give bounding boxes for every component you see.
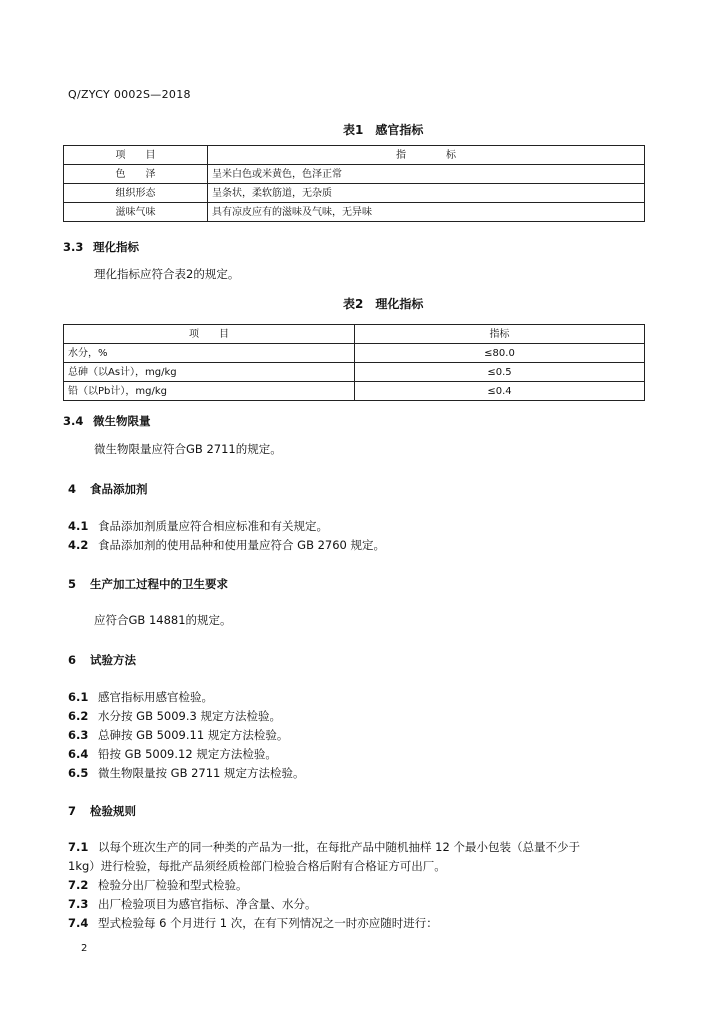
- section-3-3-heading: [63, 239, 139, 255]
- clause-number: 4.2: [68, 538, 89, 552]
- header-cell-requirement: 指标: [355, 325, 645, 344]
- section-title: 生产加工过程中的卫生要求: [90, 577, 228, 591]
- table1-caption: [343, 121, 423, 138]
- section-number: 5: [68, 577, 77, 591]
- table2-caption-number: 表2: [343, 297, 364, 311]
- section-number: 3.4: [63, 414, 84, 428]
- section-3-4-heading: [63, 413, 151, 429]
- section-3-3-text: 理化指标应符合表2的规定。: [94, 267, 240, 281]
- table-row: [64, 382, 645, 401]
- table2-caption: [343, 295, 423, 312]
- clause-text: 型式检验每 6 个月进行 1 次，在有下列情况之一时亦应随时进行：: [98, 916, 438, 930]
- clause-6-5: [68, 765, 305, 781]
- header-cell-requirement: 指 标: [208, 146, 645, 165]
- clause-number: 6.4: [68, 747, 89, 761]
- table-header-row: [64, 325, 645, 344]
- sensory-table: [63, 145, 645, 222]
- clause-text: 水分按 GB 5009.3 规定方法检验。: [98, 709, 282, 723]
- section-title: 试验方法: [90, 653, 136, 667]
- clause-text: 食品添加剂的使用品种和使用量应符合 GB 2760 规定。: [98, 538, 386, 552]
- clause-7-2: [68, 877, 248, 893]
- table2-caption-title: 理化指标: [375, 297, 424, 311]
- table1-caption-title: 感官指标: [375, 123, 424, 137]
- cell-requirement: 呈条状，柔软筋道，无杂质: [208, 184, 645, 203]
- cell-requirement: ≤0.4: [355, 382, 645, 401]
- section-3-4-text: 微生物限量应符合GB 2711的规定。: [94, 442, 282, 456]
- section-title: 食品添加剂: [90, 482, 148, 496]
- clause-7-1: [68, 839, 580, 855]
- clause-number: 7.1: [68, 840, 89, 854]
- cell-requirement: 具有凉皮应有的滋味及气味，无异味: [208, 203, 645, 222]
- clause-6-1: [68, 689, 213, 705]
- clause-text: 食品添加剂质量应符合相应标准和有关规定。: [98, 519, 328, 533]
- section-5-text: 应符合GB 14881的规定。: [94, 613, 232, 627]
- section-title: 微生物限量: [93, 414, 151, 428]
- section-5-heading: [68, 576, 228, 592]
- cell-item: 色 泽: [64, 165, 208, 184]
- section-4-heading: [68, 481, 148, 497]
- clause-4-1: [68, 518, 328, 534]
- clause-number: 7.2: [68, 878, 89, 892]
- cell-requirement: ≤0.5: [355, 363, 645, 382]
- header-cell-item: 项 目: [64, 325, 355, 344]
- cell-item: 铅（以Pb计），mg/kg: [64, 382, 355, 401]
- clause-text: 检验分出厂检验和型式检验。: [98, 878, 248, 892]
- page-number: 2: [81, 943, 88, 954]
- table-row: [64, 184, 645, 203]
- table1-caption-number: 表1: [343, 123, 364, 137]
- section-number: 7: [68, 804, 77, 818]
- clause-7-1-continuation: 1kg）进行检验，每批产品须经质检部门检验合格后附有合格证方可出厂。: [68, 859, 446, 873]
- cell-item: 总砷（以As计），mg/kg: [64, 363, 355, 382]
- clause-text: 铅按 GB 5009.12 规定方法检验。: [98, 747, 277, 761]
- clause-4-2: [68, 537, 385, 553]
- physicochemical-table: [63, 324, 645, 401]
- document-header: Q/ZYCY 0002S—2018: [68, 88, 191, 101]
- table-header-row: [64, 146, 645, 165]
- table-row: [64, 344, 645, 363]
- clause-text: 以每个班次生产的同一种类的产品为一批，在每批产品中随机抽样 12 个最小包装（总量不少于: [98, 840, 580, 854]
- clause-text: 微生物限量按 GB 2711 规定方法检验。: [98, 766, 305, 780]
- clause-text: 感官指标用感官检验。: [98, 690, 213, 704]
- cell-requirement: 呈米白色或米黄色，色泽正常: [208, 165, 645, 184]
- section-title: 理化指标: [93, 240, 139, 254]
- section-number: 4: [68, 482, 77, 496]
- clause-number: 4.1: [68, 519, 89, 533]
- cell-item: 水分，%: [64, 344, 355, 363]
- clause-number: 7.3: [68, 897, 89, 911]
- table-row: [64, 165, 645, 184]
- clause-6-2: [68, 708, 281, 724]
- section-7-heading: [68, 803, 136, 819]
- header-cell-item: 项 目: [64, 146, 208, 165]
- table-row: [64, 363, 645, 382]
- table-row: [64, 203, 645, 222]
- clause-text: 总砷按 GB 5009.11 规定方法检验。: [98, 728, 289, 742]
- section-number: 6: [68, 653, 77, 667]
- cell-item: 组织形态: [64, 184, 208, 203]
- clause-7-4: [68, 915, 438, 931]
- clause-7-3: [68, 896, 317, 912]
- clause-number: 6.5: [68, 766, 89, 780]
- clause-number: 6.3: [68, 728, 89, 742]
- clause-number: 7.4: [68, 916, 89, 930]
- clause-6-4: [68, 746, 277, 762]
- clause-number: 6.2: [68, 709, 89, 723]
- section-number: 3.3: [63, 240, 84, 254]
- clause-text: 出厂检验项目为感官指标、净含量、水分。: [98, 897, 317, 911]
- section-title: 检验规则: [90, 804, 136, 818]
- clause-6-3: [68, 727, 288, 743]
- cell-requirement: ≤80.0: [355, 344, 645, 363]
- clause-number: 6.1: [68, 690, 89, 704]
- cell-item: 滋味气味: [64, 203, 208, 222]
- section-6-heading: [68, 652, 136, 668]
